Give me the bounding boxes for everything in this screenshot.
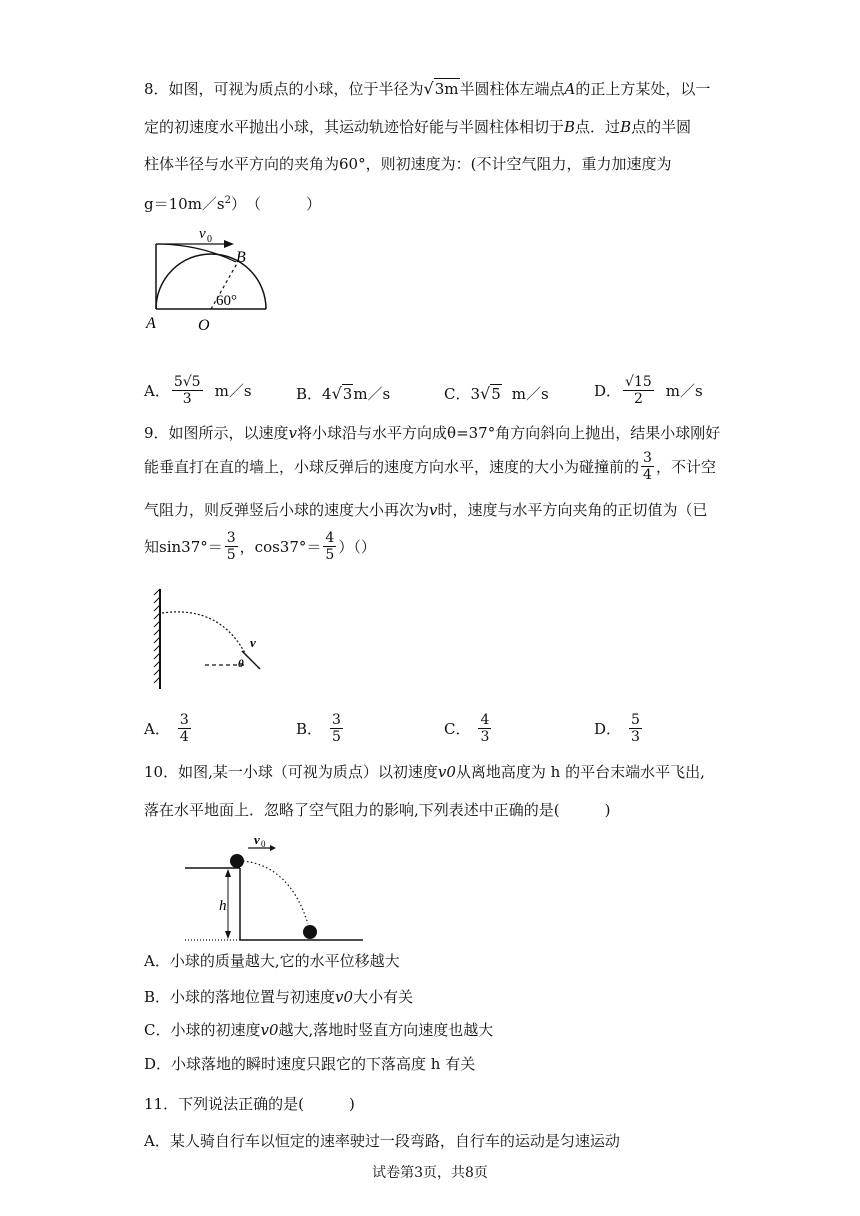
q8-arrowhead (224, 240, 234, 248)
q10-trajectory (243, 861, 308, 924)
q8-figure (144, 222, 274, 332)
sqrt-sign: √ (423, 79, 434, 98)
q10-option-d[interactable]: D．小球落地的瞬时速度只跟它的下落高度 h 有关 (144, 1055, 476, 1073)
q9-trajectory (162, 612, 246, 655)
q8-option-d[interactable]: D． $\frac{√15}{2}$ m／s (594, 374, 703, 407)
q8-radius-value: 3m (434, 80, 459, 98)
q8-label-v0-sub: 0 (207, 234, 212, 245)
q8-line-4: $g=10m/s^2$） （ ） (144, 195, 322, 213)
q10-label-h: h (219, 898, 227, 914)
q8-option-c[interactable]: C．3√5 m／s (444, 384, 549, 403)
q8-label-A: A (146, 315, 156, 332)
q9-velocity-arrow (242, 651, 260, 669)
q9-line-1: 9．如图所示，以速度v将小球沿与水平方向成θ=37°角方向斜向上抛出，结果小球刚好 (144, 424, 721, 442)
q9-option-d[interactable]: D． $\frac{5}{3}$ (594, 712, 640, 745)
q9-line-3: 气阻力，则反弹竖后小球的速度大小再次为v时，速度与水平方向夹角的正切值为（已 (144, 501, 708, 519)
q9-label-theta: θ (238, 658, 244, 670)
q11-line-1: 11．下列说法正确的是( ) (144, 1095, 355, 1113)
q8-option-a[interactable]: A． $\frac{5√5}{3}$ m／s (144, 374, 252, 407)
q8-semicircle (156, 254, 266, 309)
q10-ball-start (230, 854, 244, 868)
q10-ball-end (303, 925, 317, 939)
q10-label-v0-sub: 0 (261, 839, 266, 849)
q8-line-2: 定的初速度水平抛出小球，其运动轨迹恰好能与半圆柱体相切于B点．过B点的半圆 (144, 118, 692, 136)
q8-line-1: 8．如图，可视为质点的小球，位于半径为√3m半圆柱体左端点A的正上方某处，以一 (144, 79, 711, 98)
q8-label-B: B (236, 249, 246, 266)
q9-label-v: v (250, 635, 256, 650)
q10-label-v0: v (254, 832, 260, 847)
q9-option-c[interactable]: C． $\frac{4}{3}$ (444, 712, 490, 745)
q8-line-3: 柱体半径与水平方向的夹角为60°，则初速度为：(不计空气阻力，重力加速度为 (144, 155, 672, 173)
q8-label-angle: 60° (216, 293, 237, 309)
q10-option-b[interactable]: B．小球的落地位置与初速度v0大小有关 (144, 988, 414, 1006)
q10-figure (180, 832, 380, 947)
q10-option-a[interactable]: A．小球的质量越大,它的水平位移越大 (144, 952, 400, 970)
q10-line-2: 落在水平地面上．忽略了空气阻力的影响,下列表述中正确的是( ) (144, 801, 611, 819)
q9-option-a[interactable]: A． $\frac{3}{4}$ (144, 712, 189, 745)
page-footer: 试卷第3页，共8页 (372, 1165, 488, 1181)
q10-height-arrow-down (225, 931, 231, 939)
q8-option-b[interactable]: B．4√3m／s (296, 384, 391, 403)
q8-label-O: O (198, 317, 210, 334)
q9-figure (150, 585, 270, 695)
q11-option-a[interactable]: A．某人骑自行车以恒定的速率驶过一段弯路，自行车的运动是匀速运动 (144, 1132, 620, 1150)
q10-line-1: 10．如图,某一小球（可视为质点）以初速度v0从离地高度为 h 的平台末端水平飞出, (144, 763, 705, 781)
q8-label-v0: v (199, 226, 206, 242)
q9-line-2: 能垂直打在直的墙上，小球反弹后的速度方向水平，速度的大小为碰撞前的 $\frac{3}{4}$ ，不计空 (144, 450, 716, 483)
q9-line-4: 知sin37°＝ $\frac{3}{5}$ ，cos37°＝ $\frac{4}{5}$ ）（） (144, 530, 376, 563)
q10-option-c[interactable]: C．小球的初速度v0越大,落地时竖直方向速度也越大 (144, 1021, 494, 1039)
q9-option-b[interactable]: B． $\frac{3}{5}$ (296, 712, 341, 745)
q10-height-arrow-up (225, 869, 231, 877)
q10-arrowhead (270, 845, 276, 851)
